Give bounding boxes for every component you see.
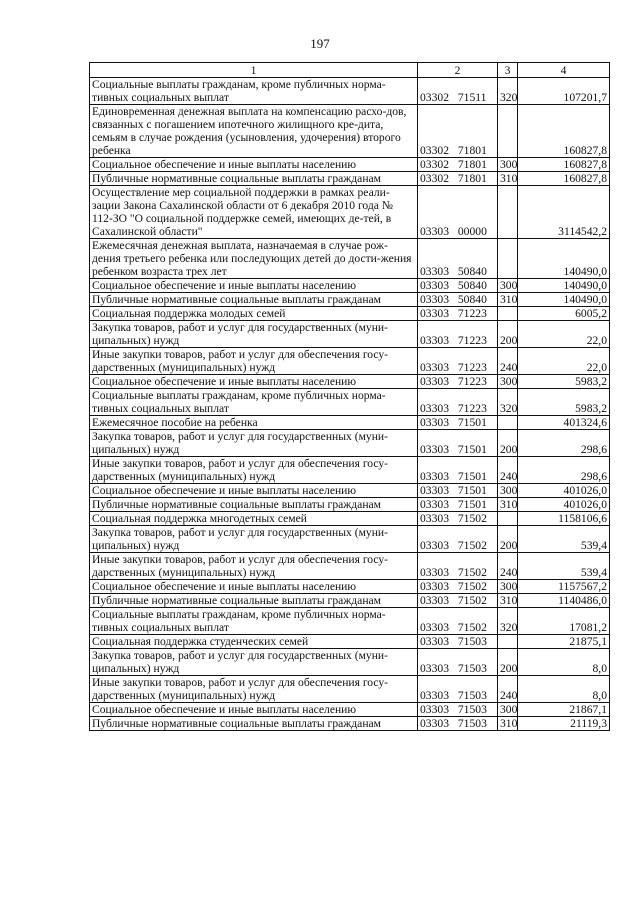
row-name-cell: Ежемесячная денежная выплата, назначаемая в случае рож-дения третьего ребенка или последующих детей до дости-жения ребенком возраста трех лет bbox=[90, 239, 418, 279]
row-name-cell: Закупка товаров, работ и услуг для государственных (муни-ципальных) нужд bbox=[90, 649, 418, 676]
row-vr-cell bbox=[498, 307, 518, 321]
row-code-cell: 03303 71501 bbox=[418, 416, 498, 430]
row-name-cell: Социальное обеспечение и иные выплаты населению bbox=[90, 580, 418, 594]
row-code-cell: 03303 71502 bbox=[418, 608, 498, 635]
row-sum-cell: 539,4 bbox=[518, 553, 610, 580]
row-vr-cell bbox=[498, 512, 518, 526]
row-name-cell: Иные закупки товаров, работ и услуг для обеспечения госу-дарственных (муниципальных) нужд bbox=[90, 457, 418, 484]
table-row bbox=[90, 635, 610, 649]
row-sum-cell: 160827,8 bbox=[518, 105, 610, 158]
header-col-3: 3 bbox=[498, 63, 518, 78]
row-name-cell: Социальное обеспечение и иные выплаты населению bbox=[90, 279, 418, 293]
row-name-cell: Социальные выплаты гражданам, кроме публичных норма-тивных социальных выплат bbox=[90, 78, 418, 105]
row-vr-cell: 310 bbox=[498, 293, 518, 307]
row-code-cell: 03303 71501 bbox=[418, 457, 498, 484]
row-code-cell: 03303 71501 bbox=[418, 430, 498, 457]
header-col-2: 2 bbox=[418, 63, 498, 78]
table-row bbox=[90, 676, 610, 703]
row-sum-cell: 140490,0 bbox=[518, 239, 610, 279]
table-row bbox=[90, 78, 610, 105]
row-code-cell: 03303 71223 bbox=[418, 321, 498, 348]
row-code-cell: 03303 71502 bbox=[418, 594, 498, 608]
table-row bbox=[90, 321, 610, 348]
row-name-cell: Единовременная денежная выплата на компенсацию расхо-дов, связанных с погашением ипотечного жилищного кре-дита, семьям в случае рождения (усыновления, удочерения) второго ребенка bbox=[90, 105, 418, 158]
row-name-cell: Иные закупки товаров, работ и услуг для обеспечения госу-дарственных (муниципальных) нужд bbox=[90, 348, 418, 375]
row-vr-cell: 320 bbox=[498, 389, 518, 416]
row-code-cell: 03303 71501 bbox=[418, 498, 498, 512]
table-body bbox=[90, 78, 610, 731]
row-vr-cell: 300 bbox=[498, 158, 518, 172]
row-sum-cell: 1158106,6 bbox=[518, 512, 610, 526]
row-vr-cell: 300 bbox=[498, 580, 518, 594]
row-code-cell: 03303 71223 bbox=[418, 375, 498, 389]
row-sum-cell: 17081,2 bbox=[518, 608, 610, 635]
row-code-cell: 03302 71801 bbox=[418, 105, 498, 158]
row-name-cell: Ежемесячное пособие на ребенка bbox=[90, 416, 418, 430]
row-sum-cell: 8,0 bbox=[518, 676, 610, 703]
row-vr-cell: 310 bbox=[498, 498, 518, 512]
row-sum-cell: 298,6 bbox=[518, 457, 610, 484]
row-sum-cell: 22,0 bbox=[518, 348, 610, 375]
row-code-cell: 03302 71511 bbox=[418, 78, 498, 105]
row-code-cell: 03303 71503 bbox=[418, 635, 498, 649]
row-vr-cell: 320 bbox=[498, 608, 518, 635]
row-name-cell: Социальное обеспечение и иные выплаты населению bbox=[90, 158, 418, 172]
table-row bbox=[90, 430, 610, 457]
header-col-4: 4 bbox=[518, 63, 610, 78]
table-row bbox=[90, 416, 610, 430]
table-row bbox=[90, 580, 610, 594]
row-vr-cell: 200 bbox=[498, 649, 518, 676]
row-sum-cell: 401026,0 bbox=[518, 484, 610, 498]
row-name-cell: Социальные выплаты гражданам, кроме публичных норма-тивных социальных выплат bbox=[90, 608, 418, 635]
row-vr-cell: 300 bbox=[498, 375, 518, 389]
row-vr-cell: 300 bbox=[498, 703, 518, 717]
row-name-cell: Публичные нормативные социальные выплаты гражданам bbox=[90, 293, 418, 307]
row-sum-cell: 298,6 bbox=[518, 430, 610, 457]
row-name-cell: Закупка товаров, работ и услуг для государственных (муни-ципальных) нужд bbox=[90, 526, 418, 553]
table-row bbox=[90, 172, 610, 186]
row-name-cell: Социальное обеспечение и иные выплаты населению bbox=[90, 375, 418, 389]
row-vr-cell: 310 bbox=[498, 594, 518, 608]
row-code-cell: 03303 00000 bbox=[418, 186, 498, 239]
row-vr-cell: 240 bbox=[498, 676, 518, 703]
row-vr-cell: 300 bbox=[498, 484, 518, 498]
row-sum-cell: 107201,7 bbox=[518, 78, 610, 105]
row-vr-cell: 300 bbox=[498, 279, 518, 293]
row-name-cell: Социальная поддержка молодых семей bbox=[90, 307, 418, 321]
table-row bbox=[90, 457, 610, 484]
table-row bbox=[90, 512, 610, 526]
row-vr-cell bbox=[498, 416, 518, 430]
table-row bbox=[90, 186, 610, 239]
table-row bbox=[90, 158, 610, 172]
row-sum-cell: 401324,6 bbox=[518, 416, 610, 430]
row-sum-cell: 160827,8 bbox=[518, 158, 610, 172]
table-row bbox=[90, 553, 610, 580]
row-name-cell: Социальное обеспечение и иные выплаты населению bbox=[90, 703, 418, 717]
row-name-cell: Публичные нормативные социальные выплаты гражданам bbox=[90, 717, 418, 731]
row-code-cell: 03303 71223 bbox=[418, 307, 498, 321]
row-sum-cell: 401026,0 bbox=[518, 498, 610, 512]
row-sum-cell: 3114542,2 bbox=[518, 186, 610, 239]
table-row bbox=[90, 375, 610, 389]
row-vr-cell: 310 bbox=[498, 172, 518, 186]
row-name-cell: Социальная поддержка многодетных семей bbox=[90, 512, 418, 526]
row-vr-cell bbox=[498, 186, 518, 239]
table-row bbox=[90, 484, 610, 498]
row-vr-cell: 200 bbox=[498, 526, 518, 553]
row-vr-cell: 240 bbox=[498, 553, 518, 580]
row-code-cell: 03303 71223 bbox=[418, 348, 498, 375]
row-vr-cell: 240 bbox=[498, 457, 518, 484]
row-code-cell: 03303 71501 bbox=[418, 484, 498, 498]
row-sum-cell: 21875,1 bbox=[518, 635, 610, 649]
row-code-cell: 03302 71801 bbox=[418, 172, 498, 186]
row-name-cell: Публичные нормативные социальные выплаты гражданам bbox=[90, 594, 418, 608]
row-vr-cell: 200 bbox=[498, 430, 518, 457]
row-sum-cell: 5983,2 bbox=[518, 389, 610, 416]
row-code-cell: 03303 50840 bbox=[418, 293, 498, 307]
row-name-cell: Осуществление мер социальной поддержки в рамках реали-зации Закона Сахалинской области от 6 декабря 2010 года № 112-ЗО "О социальной поддержке семей, имеющих де-тей, в Сахалинской области" bbox=[90, 186, 418, 239]
row-name-cell: Социальная поддержка студенческих семей bbox=[90, 635, 418, 649]
row-code-cell: 03303 71503 bbox=[418, 676, 498, 703]
table-row bbox=[90, 703, 610, 717]
row-sum-cell: 8,0 bbox=[518, 649, 610, 676]
table-row bbox=[90, 608, 610, 635]
row-code-cell: 03303 71503 bbox=[418, 717, 498, 731]
row-sum-cell: 6005,2 bbox=[518, 307, 610, 321]
row-sum-cell: 22,0 bbox=[518, 321, 610, 348]
row-name-cell: Закупка товаров, работ и услуг для государственных (муни-ципальных) нужд bbox=[90, 321, 418, 348]
row-code-cell: 03303 50840 bbox=[418, 239, 498, 279]
row-sum-cell: 140490,0 bbox=[518, 279, 610, 293]
table-row bbox=[90, 293, 610, 307]
row-name-cell: Публичные нормативные социальные выплаты гражданам bbox=[90, 498, 418, 512]
row-code-cell: 03302 71801 bbox=[418, 158, 498, 172]
row-code-cell: 03303 71503 bbox=[418, 649, 498, 676]
row-sum-cell: 21867,1 bbox=[518, 703, 610, 717]
row-code-cell: 03303 71502 bbox=[418, 512, 498, 526]
row-name-cell: Иные закупки товаров, работ и услуг для обеспечения госу-дарственных (муниципальных) нужд bbox=[90, 676, 418, 703]
table-row bbox=[90, 279, 610, 293]
row-vr-cell bbox=[498, 105, 518, 158]
table-row bbox=[90, 498, 610, 512]
row-code-cell: 03303 50840 bbox=[418, 279, 498, 293]
row-sum-cell: 5983,2 bbox=[518, 375, 610, 389]
row-sum-cell: 140490,0 bbox=[518, 293, 610, 307]
row-code-cell: 03303 71223 bbox=[418, 389, 498, 416]
row-code-cell: 03303 71502 bbox=[418, 580, 498, 594]
row-vr-cell: 320 bbox=[498, 78, 518, 105]
page-number: 197 bbox=[310, 36, 330, 51]
table-row bbox=[90, 389, 610, 416]
row-vr-cell: 310 bbox=[498, 717, 518, 731]
table-row bbox=[90, 239, 610, 279]
row-sum-cell: 1157567,2 bbox=[518, 580, 610, 594]
header-col-1: 1 bbox=[90, 63, 418, 78]
table-row bbox=[90, 526, 610, 553]
row-name-cell: Иные закупки товаров, работ и услуг для обеспечения госу-дарственных (муниципальных) нужд bbox=[90, 553, 418, 580]
row-code-cell: 03303 71502 bbox=[418, 526, 498, 553]
row-name-cell: Публичные нормативные социальные выплаты гражданам bbox=[90, 172, 418, 186]
row-code-cell: 03303 71503 bbox=[418, 703, 498, 717]
row-code-cell: 03303 71502 bbox=[418, 553, 498, 580]
table-row bbox=[90, 717, 610, 731]
row-vr-cell bbox=[498, 635, 518, 649]
row-name-cell: Закупка товаров, работ и услуг для государственных (муни-ципальных) нужд bbox=[90, 430, 418, 457]
table-row bbox=[90, 594, 610, 608]
row-sum-cell: 539,4 bbox=[518, 526, 610, 553]
row-sum-cell: 160827,8 bbox=[518, 172, 610, 186]
row-vr-cell: 240 bbox=[498, 348, 518, 375]
row-sum-cell: 21119,3 bbox=[518, 717, 610, 731]
table-row bbox=[90, 105, 610, 158]
table-row bbox=[90, 649, 610, 676]
row-name-cell: Социальное обеспечение и иные выплаты населению bbox=[90, 484, 418, 498]
row-vr-cell bbox=[498, 239, 518, 279]
row-sum-cell: 1140486,0 bbox=[518, 594, 610, 608]
row-name-cell: Социальные выплаты гражданам, кроме публичных норма-тивных социальных выплат bbox=[90, 389, 418, 416]
row-vr-cell: 200 bbox=[498, 321, 518, 348]
table-row bbox=[90, 307, 610, 321]
table-row bbox=[90, 348, 610, 375]
header-row bbox=[90, 63, 610, 78]
budget-table bbox=[89, 62, 610, 731]
